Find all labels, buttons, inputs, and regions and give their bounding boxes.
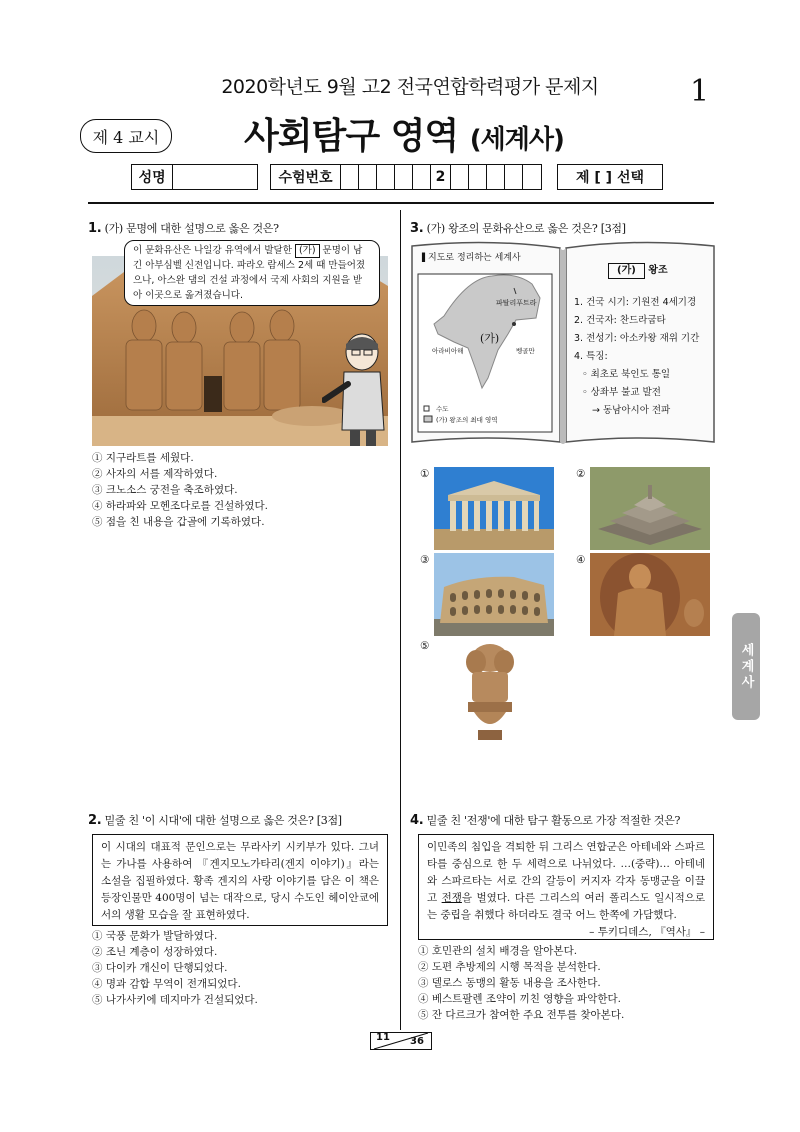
- page-number: 1: [690, 74, 710, 109]
- q4-choice[interactable]: ④ 베스트팔렌 조약이 끼친 영향을 파악한다.: [418, 993, 621, 1005]
- exam-number-cell: [359, 165, 377, 189]
- fact-item: → 동남아시아 전파: [592, 405, 671, 416]
- q1-prompt-text: (가) 문명에 대한 설명으로 옳은 것은?: [104, 222, 279, 235]
- name-label: 성명: [132, 165, 173, 189]
- section-subtitle: (세계사): [469, 125, 564, 155]
- fact-item: ◦ 상좌부 불교 발전: [582, 387, 661, 398]
- section-title: [244, 108, 564, 159]
- q4-citation: – 투키디데스, 『역사』 –: [589, 926, 705, 938]
- q2-prompt-text: 밑줄 친 '이 시대'에 대한 설명으로 옳은 것은? [3점]: [104, 814, 342, 827]
- book-header: 지도로 정리하는 세계사: [428, 253, 521, 263]
- q4-prompt-text: 밑줄 친 '전쟁'에 대한 탐구 활동으로 가장 적절한 것은?: [426, 814, 681, 827]
- q2-choice[interactable]: ① 국풍 문화가 발달하였다.: [92, 930, 218, 942]
- exam-number-cell: [451, 165, 469, 189]
- exam-number-label: 수험번호: [271, 165, 341, 189]
- q1-choice[interactable]: ④ 하라파와 모헨조다로를 건설하였다.: [92, 500, 268, 512]
- q1-choice[interactable]: ① 지구라트를 세웠다.: [92, 452, 194, 464]
- map-label-arabian-sea: 아라비아해: [432, 347, 464, 355]
- q3-number: 3.: [410, 221, 424, 236]
- fact-item: 4. 특징:: [574, 351, 608, 362]
- exam-number-cell: [487, 165, 505, 189]
- q2-prompt: [88, 812, 342, 828]
- teacher-speech-bubble: [124, 240, 380, 306]
- parthenon-photo[interactable]: [434, 467, 554, 550]
- name-field: [131, 164, 258, 190]
- page-counter: [370, 1032, 432, 1050]
- teacher-illustration: [322, 330, 388, 446]
- q1-number: 1.: [88, 221, 102, 236]
- subject-side-tab: 세계사: [732, 613, 760, 720]
- q4-passage-underlined: 전쟁: [441, 892, 462, 904]
- q4-choice[interactable]: ① 호민관의 설치 배경을 알아본다.: [418, 945, 578, 957]
- yungang-buddha-photo[interactable]: [590, 553, 710, 636]
- exam-number-cell: [395, 165, 413, 189]
- q2-choice[interactable]: ⑤ 나가사키에 데지마가 건설되었다.: [92, 994, 258, 1006]
- map-label-capital: 파탈리푸트라: [496, 299, 537, 307]
- exam-number-cell: [523, 165, 541, 189]
- q3-choice-mark-4[interactable]: ④: [576, 554, 586, 566]
- q4-choice[interactable]: ③ 델로스 동맹의 활동 내용을 조사한다.: [418, 977, 601, 989]
- fact-item: ◦ 최초로 북인도 통일: [582, 369, 671, 380]
- q1-choice[interactable]: ② 사자의 서를 제작하였다.: [92, 468, 218, 480]
- q3-prompt: [410, 220, 626, 236]
- exam-number-digit: 2: [431, 165, 451, 189]
- exam-number-cell: [413, 165, 431, 189]
- map-label-ga: (가): [480, 332, 500, 345]
- q1-choice[interactable]: ⑤ 점을 친 내용을 갑골에 기록하였다.: [92, 516, 265, 528]
- dynasty-facts: [574, 294, 699, 420]
- q4-choice[interactable]: ② 도편 추방제의 시행 목적을 분석한다.: [418, 961, 601, 973]
- q2-choice[interactable]: ④ 명과 감합 무역이 전개되었다.: [92, 978, 241, 990]
- exam-number-cell: [341, 165, 359, 189]
- legend-territory: (가) 왕조의 최대 영역: [436, 416, 498, 424]
- legend-capital: 수도: [436, 405, 449, 413]
- q2-passage: 이 시대의 대표적 문인으로는 무라사키 시키부가 있다. 그녀는 가나를 사용하여 『겐지모노가타리(겐지 이야기)』라는 소설을 집필하였다. 황족 겐지의 사랑 이야기를 담은 이 책은 등장인물만 400명이 넘는 대작으로, 당시 수도인 헤이안쿄에서의 생활 모습을 잘 표현하였다.: [92, 834, 388, 926]
- speech-text-post: 문명이 남긴 아부심벨 신전입니다. 파라오 람세스 2세 때 만들어졌으나, 아스완 댐의 건설 과정에서 국제 사회의 지원을 받아 이곳으로 옮겨졌습니다.: [133, 245, 366, 301]
- q2-choice[interactable]: ② 조닌 계층이 성장하였다.: [92, 946, 218, 958]
- column-divider: [400, 210, 401, 1030]
- period-badge: 제 4 교시: [80, 119, 172, 153]
- dynasty-heading: [608, 261, 668, 279]
- q3-choice-mark-2[interactable]: ②: [576, 468, 586, 480]
- speech-text-pre: 이 문화유산은 나일강 유역에서 발달한: [133, 245, 295, 256]
- ashoka-lion-capital-photo[interactable]: [460, 640, 520, 744]
- q4-choices: [418, 943, 624, 1023]
- selection-field: 제 [ ] 선택: [557, 164, 663, 190]
- q3-choice-mark-3[interactable]: ③: [420, 554, 430, 566]
- page-total: 36: [410, 1036, 424, 1047]
- colosseum-photo[interactable]: [434, 553, 554, 636]
- exam-number-cell: [377, 165, 395, 189]
- q2-number: 2.: [88, 813, 102, 828]
- history-book-illustration: [408, 238, 718, 448]
- q2-choices: [92, 928, 258, 1008]
- q3-prompt-text: (가) 왕조의 문화유산으로 옳은 것은? [3점]: [426, 222, 626, 235]
- svg-text:▌: ▌: [422, 253, 429, 262]
- exam-title: 2020학년도 9월 고2 전국연합학력평가 문제지: [221, 76, 599, 98]
- page-current: 11: [376, 1032, 390, 1043]
- q4-prompt: [410, 812, 680, 828]
- fact-item: 1. 건국 시기: 기원전 4세기경: [574, 297, 697, 308]
- q1-choice[interactable]: ③ 크노소스 궁전을 축조하였다.: [92, 484, 238, 496]
- q1-choices: [92, 450, 268, 530]
- section-title-main: 사회탐구 영역: [244, 116, 459, 157]
- fact-item: 3. 전성기: 아소카왕 재위 기간: [574, 333, 700, 344]
- q4-number: 4.: [410, 813, 424, 828]
- q4-choice[interactable]: ⑤ 잔 다르크가 참여한 주요 전투를 찾아본다.: [418, 1009, 625, 1021]
- fact-item: 2. 건국자: 찬드라굽타: [574, 315, 666, 326]
- q3-choice-mark-1[interactable]: ①: [420, 468, 430, 480]
- speech-ga-box: (가): [295, 244, 320, 258]
- exam-number-field: [270, 164, 542, 190]
- q4-passage-pre: 이민족의 침입을 격퇴한 뒤 그리스 연합군은 아테네와 스파르타를 중심으로 한 두 세력으로 나뉘었다. …(중략)… 아테네와 스파르타는 서로 간의 갈등이 커지자 각자 동맹군을 이끌고: [427, 841, 705, 904]
- name-blank: [173, 165, 257, 189]
- exam-number-cell: [469, 165, 487, 189]
- q4-passage-post: 을 벌였다. 다른 그리스의 여러 폴리스도 일시적으로는 중립을 취했다 하더라도 결국 어느 한쪽에 가담했다.: [427, 892, 705, 921]
- q4-passage: [418, 834, 714, 940]
- borobudur-photo[interactable]: [590, 467, 710, 550]
- q3-choice-mark-5[interactable]: ⑤: [420, 640, 430, 652]
- dynasty-label: 왕조: [648, 265, 668, 276]
- header-divider: [88, 202, 714, 204]
- q2-choice[interactable]: ③ 다이카 개신이 단행되었다.: [92, 962, 228, 974]
- dynasty-ga-box: (가): [608, 263, 645, 279]
- map-label-bengal-bay: 벵골만: [516, 347, 535, 355]
- exam-number-cell: [505, 165, 523, 189]
- q1-prompt: [88, 220, 279, 236]
